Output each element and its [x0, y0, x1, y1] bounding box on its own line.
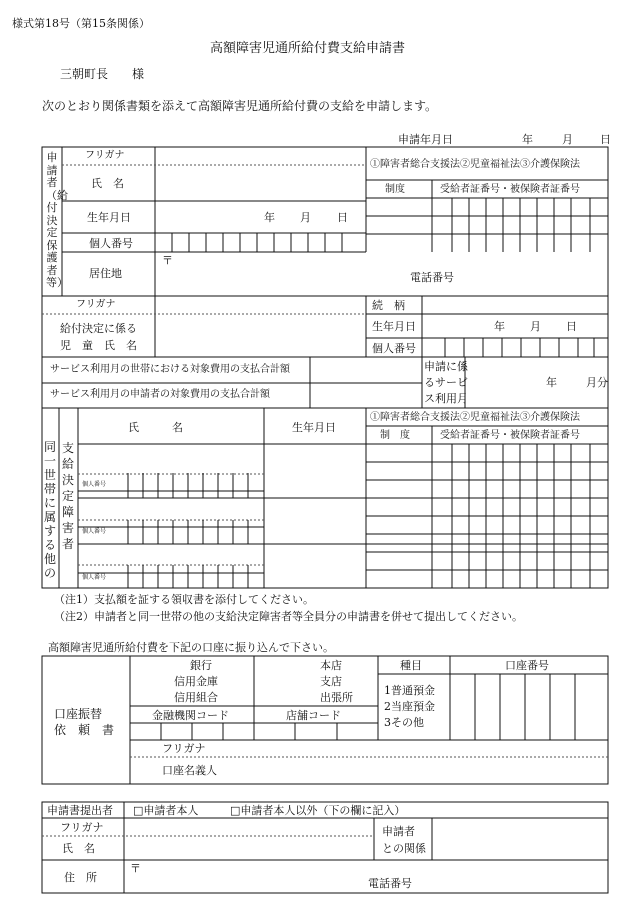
inst-code-label: 金融機関コード [152, 709, 229, 722]
addressee: 三朝町長 様 [60, 67, 145, 81]
branch-type-branch: 支店 [320, 675, 342, 688]
submitter-label: 申請書提出者 [47, 804, 113, 817]
bank-type-kumiai: 信用組合 [174, 691, 218, 704]
applicant-address-label: 居住地 [89, 267, 122, 280]
applicant-phone-label: 電話番号 [410, 271, 454, 284]
submitter-relation-1: 申請者 [382, 825, 415, 838]
bank-intro: 高額障害児通所給付費を下記の口座に振り込んで下さい。 [48, 641, 334, 654]
applicant-birth-month[interactable]: 月 [300, 211, 311, 224]
holder-furigana-label: フリガナ [162, 742, 206, 755]
bank-label-2: 依 頼 書 [54, 723, 115, 737]
date-label: 申請年月日 [398, 133, 453, 146]
applicant-law-options: ①障害者総合支援法②児童福祉法③介護保険法 [370, 159, 580, 170]
bank-type-shinkin: 信用金庫 [174, 675, 218, 688]
branch-type-sub: 出張所 [320, 691, 353, 704]
household-system-header: 制 度 [380, 430, 410, 441]
household-law-options: ①障害者総合支援法②児童福祉法③介護保険法 [370, 412, 580, 423]
submitter-postal-mark: 〒 [130, 862, 141, 875]
submitter-option-other[interactable]: □申請者本人以外（下の欄に記入） [230, 804, 406, 817]
applicant-name-field[interactable] [157, 167, 363, 199]
note-2: （注2）申請者と同一世帯の他の支給決定障害者等全員分の申請書を併せて提出してください。 [54, 610, 523, 623]
deposit-type-label: 種目 [400, 659, 422, 672]
submitter-relation-2: との関係 [382, 842, 426, 855]
child-birth-month[interactable]: 月 [530, 320, 541, 333]
applicant-section-label: 申請者（給付決定保護者等） [46, 151, 68, 289]
bank-type-bank: 銀行 [190, 659, 212, 672]
applicant-total-label: サービス利用月の申請者の対象費用の支払合計額 [50, 389, 270, 400]
form-title: 高額障害児通所給付費支給申請書 [210, 41, 406, 56]
household-birthdate-header: 生年月日 [292, 421, 336, 434]
form-number: 様式第18号（第15条関係） [12, 17, 150, 30]
household-outer-label: 同一世帯に属する他の [44, 440, 57, 580]
child-furigana-label: フリガナ [76, 299, 116, 310]
holder-name-label: 口座名義人 [162, 764, 217, 777]
child-name-label-2: 児 童 氏 名 [60, 339, 137, 352]
applicant-furigana-field[interactable] [157, 149, 363, 163]
note-1: （注1）支払額を証する領収書を添付してください。 [54, 593, 314, 606]
bank-label-1: 口座振替 [54, 707, 103, 721]
household-personal-no-1: 個人番号 [82, 481, 107, 488]
household-personal-no-3: 個人番号 [82, 574, 107, 581]
branch-code-label: 店舗コード [286, 709, 341, 722]
household-total-label: サービス利用月の世帯における対象費用の支払合計額 [50, 364, 290, 375]
child-birth-day[interactable]: 日 [566, 320, 577, 333]
child-personal-no-label: 個人番号 [372, 342, 416, 355]
service-month-label-1: 申請に係 [424, 360, 468, 373]
date-month[interactable]: 月 [562, 133, 573, 146]
applicant-name-label: 氏 名 [91, 177, 124, 190]
applicant-system-label: 制度 [385, 184, 405, 195]
service-month[interactable]: 月分 [586, 376, 608, 389]
household-name-header: 氏 名 [128, 421, 183, 434]
applicant-postal-mark: 〒 [162, 254, 173, 267]
submitter-phone-label: 電話番号 [368, 877, 412, 890]
household-inner-label: 支給決定障害者 [62, 441, 75, 551]
account-no-label: 口座番号 [505, 659, 549, 672]
submitter-name-label: 氏 名 [62, 842, 95, 855]
date-day[interactable]: 日 [600, 133, 611, 146]
submitter-option-self[interactable]: □申請者本人 [133, 804, 199, 817]
date-year[interactable]: 年 [522, 133, 533, 146]
household-cert-header: 受給者証番号・被保険者証番号 [440, 430, 580, 441]
service-month-label-2: るサービ [424, 376, 468, 389]
deposit-type-3[interactable]: 3その他 [384, 716, 424, 729]
applicant-birthdate-label: 生年月日 [87, 211, 131, 224]
deposit-type-1[interactable]: 1普通預金 [384, 684, 435, 697]
applicant-personal-no-label: 個人番号 [89, 237, 133, 250]
branch-type-head: 本店 [320, 659, 342, 672]
submitter-address-label: 住 所 [64, 871, 97, 884]
household-personal-no-2: 個人番号 [82, 528, 107, 535]
applicant-birth-day[interactable]: 日 [337, 211, 348, 224]
service-year[interactable]: 年 [546, 376, 557, 389]
deposit-type-2[interactable]: 2当座預金 [384, 700, 435, 713]
child-birthdate-label: 生年月日 [372, 320, 416, 333]
intro-text: 次のとおり関係書類を添えて高額障害児通所給付費の支給を申請します。 [42, 99, 438, 113]
child-relation-label: 続 柄 [372, 299, 405, 312]
child-name-label-1: 給付決定に係る [60, 322, 137, 335]
service-month-label-3: ス利用月 [424, 392, 468, 405]
applicant-cert-no-label: 受給者証番号・被保険者証番号 [440, 184, 580, 195]
applicant-furigana-label: フリガナ [85, 150, 125, 161]
child-birth-year[interactable]: 年 [494, 320, 505, 333]
submitter-furigana-label: フリガナ [60, 821, 104, 834]
applicant-birth-year[interactable]: 年 [264, 211, 275, 224]
